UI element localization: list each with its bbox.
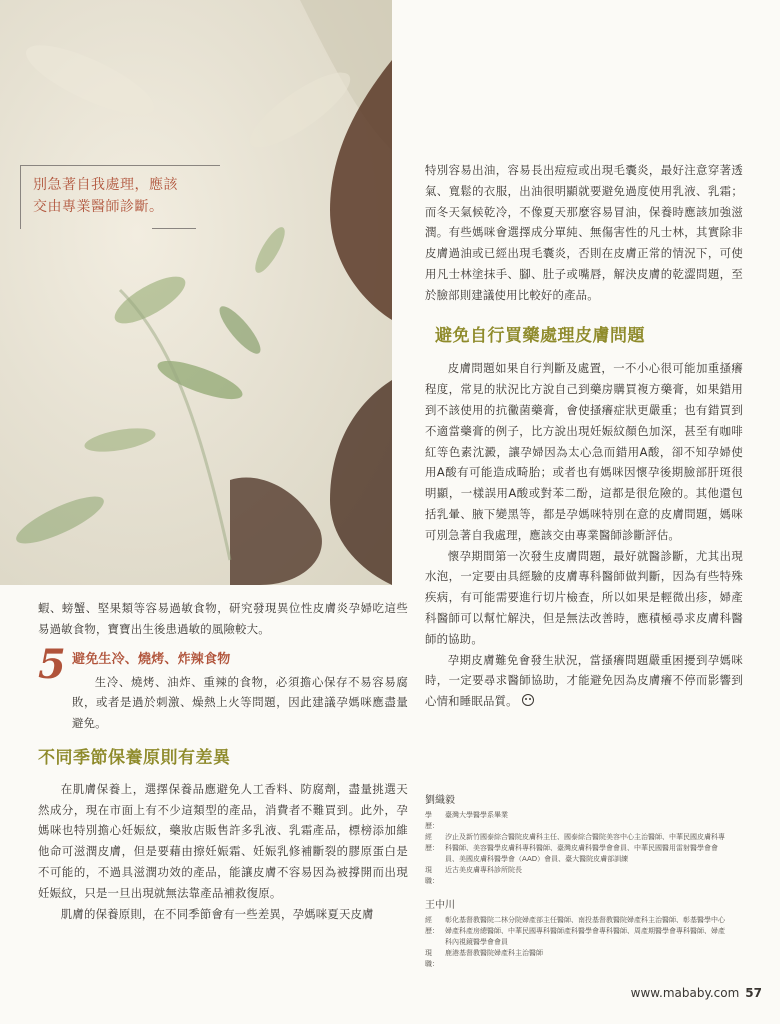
- left-paragraph-1: 蝦、螃蟹、堅果類等容易過敏食物，研究發現異位性皮膚炎孕婦吃這些易過敏食物，寶寶出生後患過敏的風險較大。: [38, 601, 408, 636]
- item-title: 避免生冷、燒烤、炸辣食物: [72, 651, 231, 667]
- callout-corner-line: [152, 228, 196, 229]
- expert-row-text: 汐止及新竹國泰綜合醫院皮膚科主任、國泰綜合醫院美容中心主治醫師、中華民國皮膚科專科醫師、美容醫學皮膚科專科醫師、臺灣皮膚科醫學會會員、中華民國醫用雷射醫學會會員、美國皮膚科醫學會（AAD）會員、臺大醫院皮膚部訓練: [445, 833, 725, 863]
- expert-row-text: 近古美皮膚專科診所院長: [445, 866, 522, 874]
- list-item-5: [38, 640, 408, 734]
- section-heading-seasons: 不同季節保養原則有差異: [38, 747, 231, 768]
- callout-text: 別急著自我處理，應該 交由專業醫師診斷。: [33, 177, 178, 215]
- expert-row: [425, 865, 725, 887]
- expert-row-label: 經歷：: [425, 916, 439, 935]
- expert-row-label: 現職：: [425, 866, 439, 885]
- expert-row-text: 彰化基督教醫院二林分院婦產部主任醫師、南投基督教醫院婦產科主治醫師、彰基醫學中心婦產科產房總醫師、中華民國專科醫師產科醫學會專科醫師、周產期醫學會專科醫師、婦產科內視鏡醫學會會員: [445, 916, 725, 946]
- right-paragraph-3: 懷孕期間第一次發生皮膚問題，最好就醫診斷，尤其出現水泡，一定要由具經驗的皮膚專科醫師做判斷，因為有些特殊疾病，有可能需要進行切片檢查，所以如果是輕微出疹，婦產科醫師可以幫忙解決，但是無法改善時，應積極尋求皮膚科醫師的協助。: [425, 548, 743, 646]
- right-paragraph-4: [425, 650, 743, 712]
- item-body: 生冷、燒烤、油炸、重辣的食物，必須擔心保存不易容易腐敗，或者是過於刺激、燥熱上火等問題，因此建議孕媽咪應盡量避免。: [72, 674, 408, 731]
- expert-row-label: 現職：: [425, 949, 439, 968]
- section-heading-medication: 避免自行買藥處理皮膚問題: [435, 325, 645, 346]
- right-paragraph-4-text: 孕期皮膚難免會發生狀況，當搔癢問題嚴重困擾到孕媽咪時，一定要尋求醫師協助，才能避免因為皮膚癢不停而影響到心情和睡眠品質。: [425, 652, 743, 709]
- page-footer: [631, 986, 762, 1000]
- left-paragraph-3: 肌膚的保養原則，在不同季節會有一些差異，孕媽咪夏天皮膚: [60, 906, 374, 921]
- footer-url[interactable]: www.mababy.com: [630, 986, 740, 1000]
- plant-leaves-illustration: [0, 0, 392, 585]
- right-column: [425, 160, 743, 712]
- page-number: 57: [745, 986, 762, 1000]
- expert-name: 王中川: [425, 900, 455, 911]
- expert-row-text: 鹿港基督教醫院婦產科主治醫師: [445, 949, 543, 957]
- right-paragraph-2: 皮膚問題如果自行判斷及處置，一不小心很可能加重搔癢程度，常見的狀況比方說自己到藥房購買複方藥膏，如果錯用到不該使用的抗黴菌藥膏，會使搔癢症狀更嚴重；也有錯買到不適當藥膏的例子，比方說出現妊娠紋顏色加深，甚至有咖啡紅等色素沈澱，讓孕婦因為太心急而錯用A酸，卻不知孕婦使用A酸有可能造成畸胎；或者也有媽咪因懷孕後期臉部肝斑很明顯，一樣誤用A酸或對苯二酚，這都是很危險的。其他還包括乳暈、腋下變黑等，都是孕媽咪特別在意的皮膚問題，媽咪可別急著自我處理，應該交由專業醫師診斷評估。: [425, 361, 743, 542]
- expert-row: [425, 948, 725, 970]
- expert-row-label: 學歷：: [425, 811, 439, 830]
- expert-name: 劉織毅: [425, 795, 455, 806]
- left-column: [38, 598, 408, 924]
- expert-row: [425, 810, 725, 832]
- smiley-icon: [522, 694, 534, 706]
- expert-bio: [425, 794, 725, 887]
- item-number: 5: [38, 640, 67, 688]
- expert-row: [425, 832, 725, 865]
- expert-bio: [425, 899, 725, 970]
- expert-row-label: 經歷：: [425, 833, 439, 852]
- expert-row-text: 臺灣大學醫學系畢業: [445, 811, 508, 819]
- callout-box: [20, 165, 220, 229]
- expert-bios: [425, 794, 725, 982]
- decorative-photo: [0, 0, 392, 585]
- right-paragraph-1: 特別容易出油，容易長出痘痘或出現毛囊炎，最好注意穿著透氣、寬鬆的衣服，出油很明顯就要避免過度使用乳液、乳霜；而冬天氣候乾冷，不像夏天那麼容易冒油，保養時應該加強滋潤。有些媽咪會選擇成分單純、無傷害性的凡士林，其實除非皮膚過油或已經出現毛囊炎，否則在皮膚正常的情況下，可使用凡士林塗抹手、腳、肚子或嘴唇，解決皮膚的乾澀問題，至於臉部則建議使用比較好的產品。: [425, 163, 743, 302]
- left-paragraph-2: 在肌膚保養上，選擇保養品應避免人工香料、防腐劑，盡量挑選天然成分，現在市面上有不少這類型的產品，消費者不難買到。此外，孕媽咪也特別擔心妊娠紋，藥妝店販售許多乳液、乳霜產品，標榜添加維他命可滋潤皮膚，但是要藉由擦妊娠霜、妊娠乳修補斷裂的膠原蛋白是不可能的，不過具滋潤功效的產品，能讓皮膚不容易因為被撐開而出現妊娠紋，只是一旦出現就無法靠產品補救復原。: [38, 781, 408, 900]
- expert-row: [425, 915, 725, 948]
